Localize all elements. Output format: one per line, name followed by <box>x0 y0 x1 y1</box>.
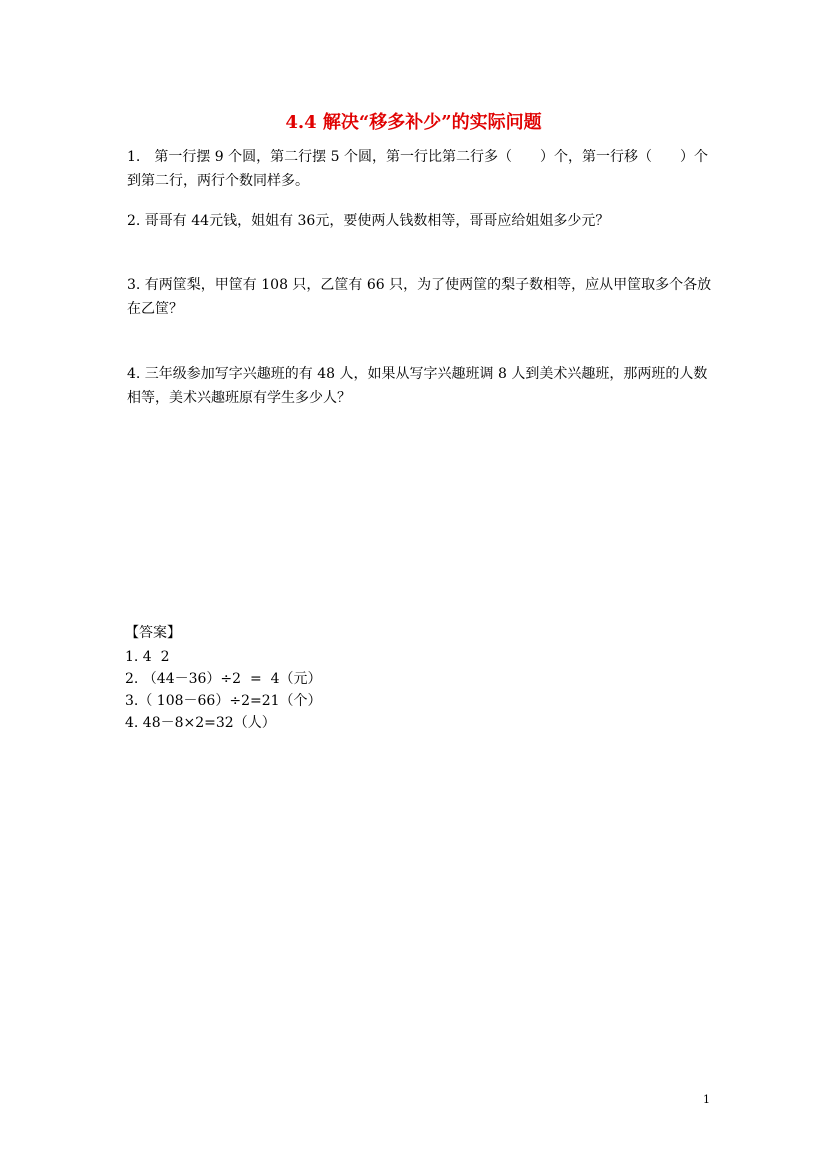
answer-3: 3.（ 108－66）÷2=21（个） <box>125 693 322 709</box>
question-4: 4. 三年级参加写字兴趣班的有 48 人，如果从写字兴趣班调 8 人到美术兴趣班，那两班的人数相等，美术兴趣班原有学生多少人？ <box>127 366 708 406</box>
answer-4: 4. 48－8×2=32（人） <box>125 715 276 731</box>
answer-section <box>125 622 625 734</box>
answer-1: 1. 4 2 <box>125 649 170 665</box>
answer-heading: 【答案】 <box>125 625 181 641</box>
page-title: 4.4 解决“移多补少”的实际问题 <box>285 112 542 133</box>
question-1: 1. 第一行摆 9 个圆，第二行摆 5 个圆，第一行比第二行多（ ）个，第一行移（ ）个到第二行，两行个数同样多。 <box>127 149 708 189</box>
answer-2: 2. （44－36）÷2 = 4（元） <box>125 671 322 687</box>
question-3: 3. 有两筐梨，甲筐有 108 只，乙筐有 66 只，为了使两筐的梨子数相等，应从甲筐取多个各放在乙筐？ <box>127 277 712 317</box>
page-number: 1 <box>703 1093 710 1106</box>
question-2: 2. 哥哥有 44元钱，姐姐有 36元，要使两人钱数相等，哥哥应给姐姐多少元？ <box>127 213 610 229</box>
